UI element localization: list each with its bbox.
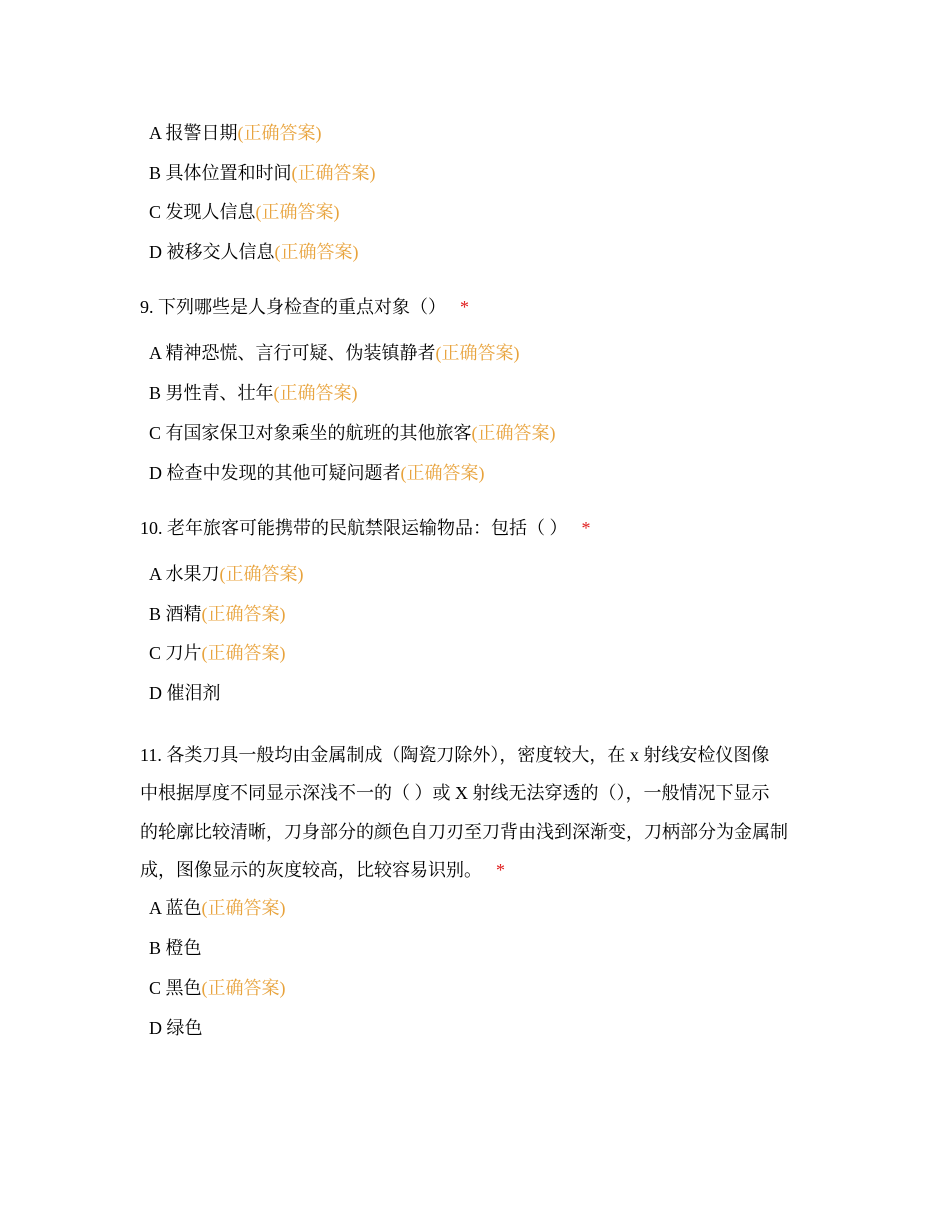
- correct-answer-tag: (正确答案): [273, 383, 358, 403]
- option-letter: D: [149, 683, 162, 703]
- option-text: 蓝色: [165, 898, 202, 918]
- question-text: 10. 老年旅客可能携带的民航禁限运输物品：包括（ ）: [140, 518, 568, 538]
- option-letter: B: [149, 604, 162, 624]
- q10-option-d[interactable]: [149, 681, 221, 705]
- option-text: 刀片: [165, 643, 202, 663]
- option-text: 橙色: [165, 938, 202, 958]
- option-letter: D: [149, 463, 162, 483]
- option-letter: D: [149, 1018, 162, 1038]
- q11-option-a[interactable]: [149, 896, 286, 920]
- correct-answer-tag: (正确答案): [237, 123, 322, 143]
- correct-answer-tag: (正确答案): [435, 343, 520, 363]
- q11-option-c[interactable]: [149, 976, 286, 1000]
- option-letter: C: [149, 202, 162, 222]
- option-text: 发现人信息: [165, 202, 256, 222]
- correct-answer-tag: (正确答案): [201, 978, 286, 998]
- q10-option-b[interactable]: [149, 602, 286, 626]
- option-text: 被移交人信息: [166, 242, 275, 262]
- question-line-4-text: 成，图像显示的灰度较高，比较容易识别。: [140, 859, 482, 880]
- option-text: 精神恐慌、言行可疑、伪装镇静者: [165, 343, 436, 363]
- q11-title: [140, 736, 830, 889]
- q11-option-b[interactable]: [149, 936, 202, 960]
- option-letter: C: [149, 643, 162, 663]
- correct-answer-tag: (正确答案): [201, 643, 286, 663]
- option-text: 水果刀: [165, 564, 220, 584]
- q9-title: [140, 295, 469, 319]
- q10-option-c[interactable]: [149, 641, 286, 665]
- correct-answer-tag: (正确答案): [471, 423, 556, 443]
- option-letter: A: [149, 343, 162, 363]
- option-letter: B: [149, 938, 162, 958]
- option-letter: A: [149, 898, 162, 918]
- question-line-1: 11. 各类刀具一般均由金属制成（陶瓷刀除外），密度较大，在 x 射线安检仪图像: [140, 745, 770, 765]
- option-letter: A: [149, 564, 162, 584]
- q9-option-c[interactable]: [149, 421, 556, 445]
- q8-option-a[interactable]: [149, 121, 322, 145]
- required-mark: *: [581, 518, 591, 538]
- correct-answer-tag: (正确答案): [291, 163, 376, 183]
- q10-title: [140, 516, 591, 540]
- q9-option-a[interactable]: [149, 341, 520, 365]
- correct-answer-tag: (正确答案): [201, 898, 286, 918]
- option-letter: B: [149, 163, 162, 183]
- q11-option-d[interactable]: [149, 1016, 203, 1040]
- option-text: 有国家保卫对象乘坐的航班的其他旅客: [165, 423, 472, 443]
- question-line-3: 的轮廓比较清晰，刀身部分的颜色自刀刃至刀背由浅到深渐变，刀柄部分为金属制: [140, 821, 788, 842]
- q8-option-d[interactable]: [149, 240, 359, 264]
- option-text: 酒精: [165, 604, 202, 624]
- correct-answer-tag: (正确答案): [219, 564, 304, 584]
- option-text: 检查中发现的其他可疑问题者: [166, 463, 401, 483]
- option-text: 绿色: [166, 1018, 203, 1038]
- q10-option-a[interactable]: [149, 562, 304, 586]
- question-line-2: 中根据厚度不同显示深浅不一的（ ）或 X 射线无法穿透的（），一般情况下显示: [140, 783, 770, 804]
- correct-answer-tag: (正确答案): [255, 202, 340, 222]
- q8-option-c[interactable]: [149, 200, 340, 224]
- q9-option-d[interactable]: [149, 461, 485, 485]
- q9-option-b[interactable]: [149, 381, 358, 405]
- option-text: 报警日期: [165, 123, 238, 143]
- required-mark: *: [496, 859, 505, 880]
- option-letter: C: [149, 423, 162, 443]
- option-text: 具体位置和时间: [165, 163, 292, 183]
- required-mark: *: [460, 297, 469, 317]
- option-text: 催泪剂: [166, 683, 221, 703]
- correct-answer-tag: (正确答案): [201, 604, 286, 624]
- q8-option-b[interactable]: [149, 161, 376, 185]
- option-letter: A: [149, 123, 162, 143]
- option-text: 黑色: [165, 978, 202, 998]
- correct-answer-tag: (正确答案): [400, 463, 485, 483]
- question-text: 9. 下列哪些是人身检查的重点对象（）: [140, 297, 446, 317]
- option-letter: D: [149, 242, 162, 262]
- correct-answer-tag: (正确答案): [274, 242, 359, 262]
- option-letter: C: [149, 978, 162, 998]
- question-line-4: [140, 851, 830, 889]
- option-text: 男性青、壮年: [165, 383, 274, 403]
- option-letter: B: [149, 383, 162, 403]
